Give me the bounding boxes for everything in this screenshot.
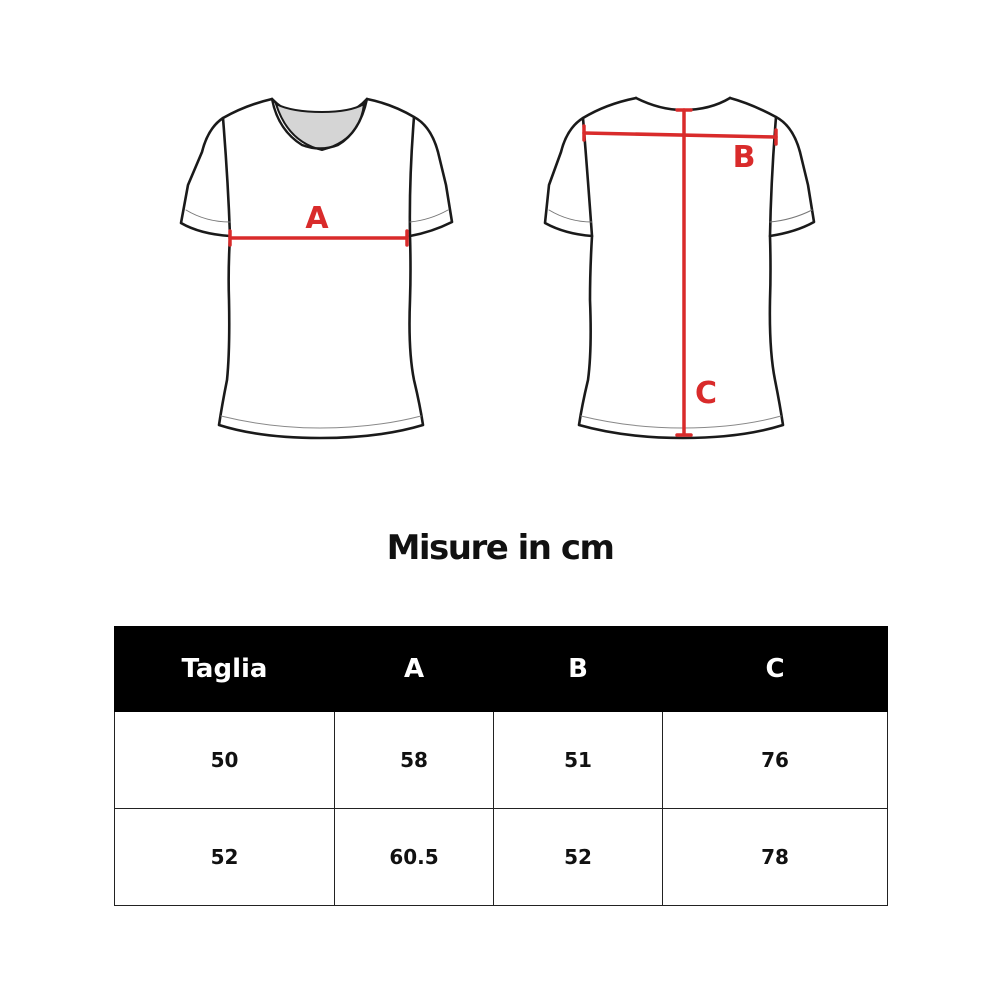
measure-line-c bbox=[677, 110, 691, 435]
cell-size: 52 bbox=[115, 809, 335, 906]
cell-a: 60.5 bbox=[335, 809, 494, 906]
cell-c: 76 bbox=[663, 712, 888, 809]
cell-b: 52 bbox=[494, 809, 663, 906]
header-b: B bbox=[494, 627, 663, 712]
header-a: A bbox=[335, 627, 494, 712]
table-row bbox=[115, 809, 888, 906]
label-c: C bbox=[694, 376, 718, 411]
table-row bbox=[115, 712, 888, 809]
label-a: A bbox=[305, 201, 329, 236]
cell-size: 50 bbox=[115, 712, 335, 809]
back-tshirt-outline bbox=[545, 98, 814, 438]
header-c: C bbox=[663, 627, 888, 712]
label-b: B bbox=[732, 140, 756, 175]
cell-a: 58 bbox=[335, 712, 494, 809]
cell-c: 78 bbox=[663, 809, 888, 906]
size-table bbox=[114, 626, 888, 906]
front-tshirt-outline bbox=[181, 99, 452, 438]
tshirt-diagrams bbox=[0, 0, 1000, 480]
table-header-row bbox=[115, 627, 888, 712]
page-title: Misure in cm bbox=[386, 528, 614, 568]
header-taglia: Taglia bbox=[115, 627, 335, 712]
cell-b: 51 bbox=[494, 712, 663, 809]
front-neck-inner bbox=[276, 104, 364, 150]
